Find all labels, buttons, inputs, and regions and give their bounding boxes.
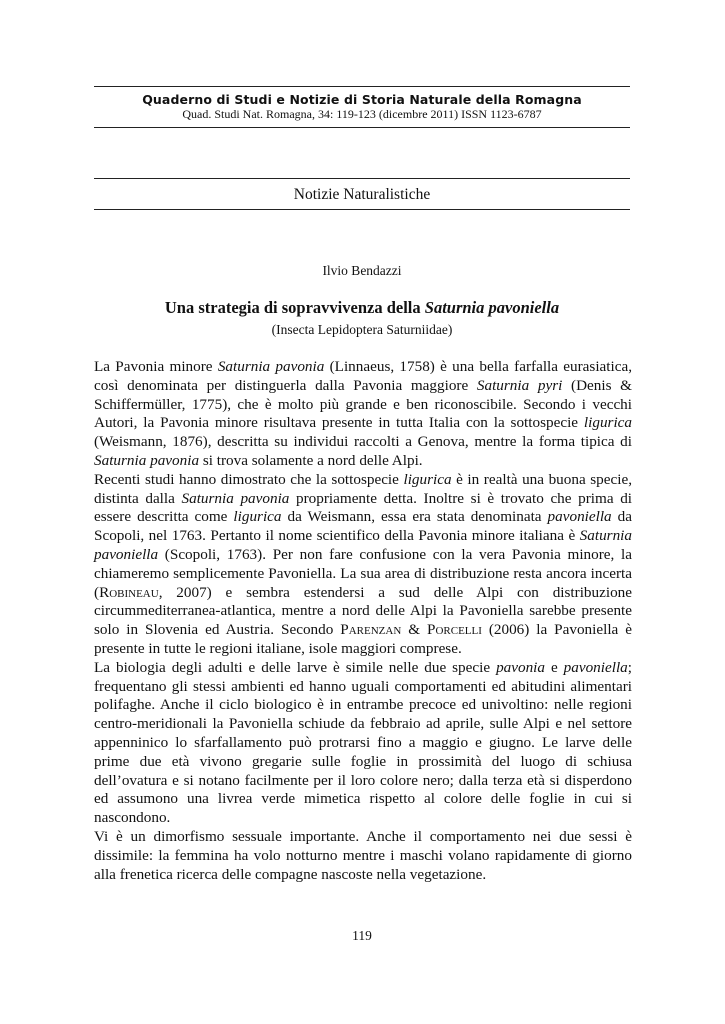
page-number: 119 xyxy=(352,928,372,943)
text-run: , 2007) e sembra estendersi a sud delle Alpi con distribuzione circummediterranea-atlantica, mentre a nord delle Alpi la Pavoniella sarebbe presente solo in Slovenia ed Austria. Secondo xyxy=(94,583,632,639)
italic-term: Saturnia pavonia xyxy=(94,451,200,469)
body-paragraph xyxy=(94,828,632,884)
body-paragraph xyxy=(94,358,632,471)
text-run: da Scopoli, nel 1763. Pertanto il nome scientifico della Pavonia minore italiana è xyxy=(94,508,632,545)
italic-term: pavoniella xyxy=(547,508,612,526)
journal-citation: Quad. Studi Nat. Romagna, 34: 119-123 (dicembre 2011) ISSN 1123-6787 xyxy=(182,107,542,121)
section-heading: Notizie Naturalistiche xyxy=(293,186,431,203)
article-subtitle: (Insecta Lepidoptera Saturniidae) xyxy=(271,322,453,337)
article-title-prefix: Una strategia di sopravvivenza della xyxy=(164,298,425,317)
author-citation: Porcelli xyxy=(427,621,482,639)
italic-term: pavonia xyxy=(496,658,545,676)
text-run: (Weismann, 1876), descritta su individui raccolti a Genova, mentre la forma tipica di xyxy=(94,433,632,451)
italic-term: Saturnia pyri xyxy=(476,376,563,394)
article-title-species: Saturnia pavoniella xyxy=(424,298,560,317)
author-name: Ilvio Bendazzi xyxy=(322,263,402,278)
text-run: si trova solamente a nord delle Alpi. xyxy=(199,451,423,469)
text-run: (Denis & Schiffermüller, 1775), che è molto più grande e ben riconoscibile. Secondo i vecchi Autori, la Pavonia minore risultava presente in tutta Italia con la sottospecie xyxy=(94,376,632,432)
section-bottom-rule xyxy=(94,209,630,210)
text-run: & xyxy=(401,621,427,639)
article-title xyxy=(94,298,630,318)
text-run: La biologia degli adulti e delle larve è simile nelle due specie xyxy=(94,658,497,676)
text-run: propriamente detta. Inoltre si è trovato che prima di essere descritta come xyxy=(94,489,633,526)
text-run: Vi è un dimorfismo sessuale importante. Anche il comportamento nei due sessi è dissimile: la femmina ha volo notturno mentre i maschi volano rapidamente di giorno alla frenetica ricerca delle compagne nascoste nella vegetazione. xyxy=(94,827,632,883)
text-run: ; frequentano gli stessi ambienti ed hanno uguali comportamenti ed abitudini alimentari polifaghe. Anche il ciclo biologico è in entrambe precoce ed univoltino: nelle regioni centro-meridionali la Pavoniella schiude da febbraio ad aprile, sulle Alpi e nel settore appenninico lo sfarfallamento può protrarsi fino a maggio e giugno. Le larve delle prime due età vivono gregarie sulle foglie in prossimità del luogo di schiusa dell’ovatura e si notano facilmente per il loro colore nero; dalla terza età si disperdono ed assumono una livrea verde mimetica rispetto al colore delle foglie in cui si nascondono. xyxy=(94,658,632,827)
italic-term: ligurica xyxy=(583,414,632,432)
text-run: e xyxy=(545,658,564,676)
text-run: (Linnaeus, 1758) è una bella farfalla eurasiatica, così denominata per distinguerla dalla Pavonia maggiore xyxy=(94,358,633,394)
body-paragraph xyxy=(94,471,632,659)
text-run: Recenti studi hanno dimostrato che la sottospecie xyxy=(94,470,404,488)
italic-term: ligurica xyxy=(403,470,452,488)
italic-term: Saturnia pavoniella xyxy=(94,527,632,563)
text-run: (2006) la Pavoniella è presente in tutte le regioni italiane, isole maggiori comprese. xyxy=(94,621,632,657)
text-run: (Scopoli, 1763). Per non fare confusione con la vera Pavonia minore, la chiameremo semplicemente Pavoniella. La sua area di distribuzione resta ancora incerta ( xyxy=(94,545,632,601)
text-run: è in realtà una buona specie, distinta dalla xyxy=(94,470,632,507)
header-bottom-rule xyxy=(94,127,630,128)
article-body xyxy=(94,358,632,884)
header-top-rule xyxy=(94,86,630,87)
author-citation: Robineau xyxy=(99,583,159,601)
author-citation: Parenzan xyxy=(340,621,402,639)
journal-title: Quaderno di Studi e Notizie di Storia Naturale della Romagna xyxy=(142,92,582,107)
italic-term: Saturnia pavonia xyxy=(181,489,290,507)
italic-term: ligurica xyxy=(233,508,282,526)
italic-term: pavoniella xyxy=(563,658,628,676)
text-run: da Weismann, essa era stata denominata xyxy=(281,508,548,526)
text-run: La Pavonia minore xyxy=(94,358,218,375)
italic-term: Saturnia pavonia xyxy=(217,358,325,375)
section-top-rule xyxy=(94,178,630,179)
body-paragraph xyxy=(94,659,632,828)
